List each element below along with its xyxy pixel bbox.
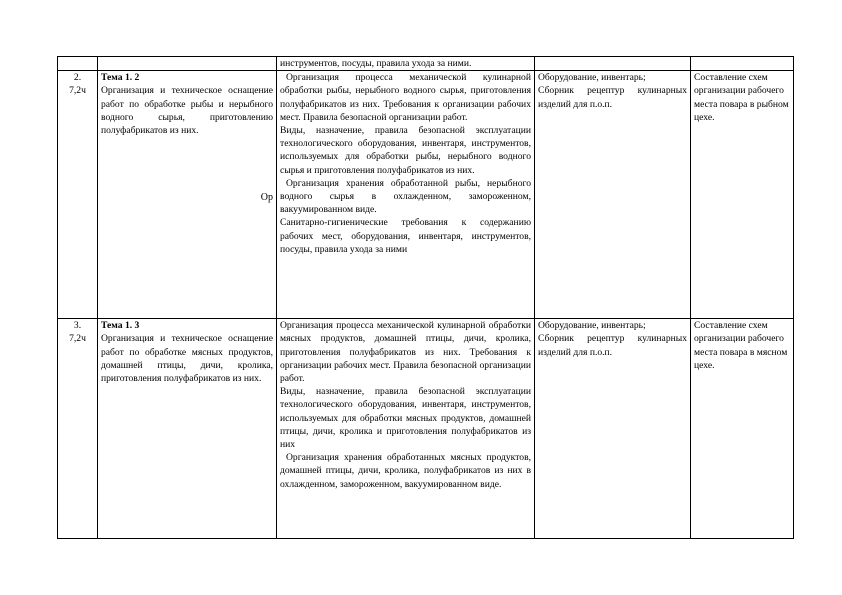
row-hours: 7,2ч — [69, 333, 86, 345]
row-number-cell — [58, 319, 98, 539]
table-row — [58, 319, 794, 539]
topic-cell — [98, 319, 277, 539]
row-number: 2. — [73, 72, 82, 84]
equipment-cell — [535, 319, 691, 539]
topic-title: Тема 1. 2 — [101, 72, 140, 84]
independent-work-cell — [691, 71, 794, 319]
topic-text: Организация и техническое оснащение работ по обработке мясных продуктов, домашней птицы, дичи, кролика, приготовления полуфабрикатов из них. — [101, 333, 273, 385]
content-paragraph: Виды, назначение, правила безопасной эксплуатации технологического оборудования, инвентаря, инструментов, используемых для обработки мясных продуктов, домашней птицы, дичи, кролика и приготовления полуфабрикатов из них — [280, 386, 531, 451]
row-number-cell — [58, 71, 98, 319]
topic-title: Тема 1. 3 — [101, 320, 140, 332]
independent-work-text: Составление схем организации рабочего места повара в рыбном цехе. — [694, 72, 789, 123]
equipment-line: Сборник рецептур кулинарных изделий для п.о.п. — [538, 333, 687, 358]
margin-mark: Ор — [260, 192, 273, 204]
equipment-line: Сборник рецептур кулинарных изделий для п.о.п. — [538, 85, 687, 110]
content-paragraph: Виды, назначение, правила безопасной эксплуатации технологического оборудования, инвентаря, инструментов, используемых для обработки рыбы, нерыбного водного сырья и приготовления полуфабрикатов из них. — [280, 125, 531, 176]
curriculum-table — [57, 56, 794, 539]
topic-cell — [98, 57, 277, 71]
equipment-line: Оборудование, инвентарь; — [538, 72, 646, 84]
content-wrap — [280, 319, 531, 537]
content-cell — [277, 71, 535, 319]
independent-work-cell — [691, 57, 794, 71]
equipment-cell — [535, 71, 691, 319]
equipment-cell — [535, 57, 691, 71]
independent-work-text: Составление схем организации рабочего места повара в мясном цехе. — [694, 320, 788, 371]
topic-cell — [98, 71, 277, 319]
row-number-cell — [58, 57, 98, 71]
table-row — [58, 71, 794, 319]
row-hours: 7,2ч — [69, 85, 86, 97]
table-row — [58, 57, 794, 71]
row-number: 3. — [73, 320, 82, 332]
content-paragraph: Организация хранения обработанных мясных продуктов, домашней птицы, дичи, кролика, полуфабрикатов из них в охлажденном, замороженном, вакуумированном виде. — [280, 452, 531, 490]
content-cell — [277, 57, 535, 71]
content-paragraph: Санитарно-гигиенические требования к содержанию рабочих мест, оборудования, инвентаря, инструментов, посуды, правила ухода за ними — [280, 217, 531, 255]
topic-text: Организация и техническое оснащение работ по обработке рыбы и нерыбного водного сырья, приготовлению полуфабрикатов из них. — [101, 85, 273, 137]
independent-work-cell — [691, 319, 794, 539]
equipment-line: Оборудование, инвентарь; — [538, 320, 646, 332]
content-cell — [277, 319, 535, 539]
content-paragraph: Организация процесса механической кулинарной обработки мясных продуктов, домашней птицы, дичи, кролика, приготовления полуфабрикатов из них. Требования к организации рабочих мест. Правила безопасной организации работ. — [280, 320, 531, 385]
content-paragraph: Организация процесса механической кулинарной обработки рыбы, нерыбного водного сырья, приготовления полуфабрикатов из них. Требования к организации рабочих мест. Правила безопасной организации работ. — [280, 72, 531, 123]
content-paragraph: Организация хранения обработанной рыбы, нерыбного водного сырья в охлажденном, замороженном, вакуумированном виде. — [280, 177, 531, 216]
content-paragraph: инструментов, посуды, правила ухода за ними. — [280, 58, 472, 69]
